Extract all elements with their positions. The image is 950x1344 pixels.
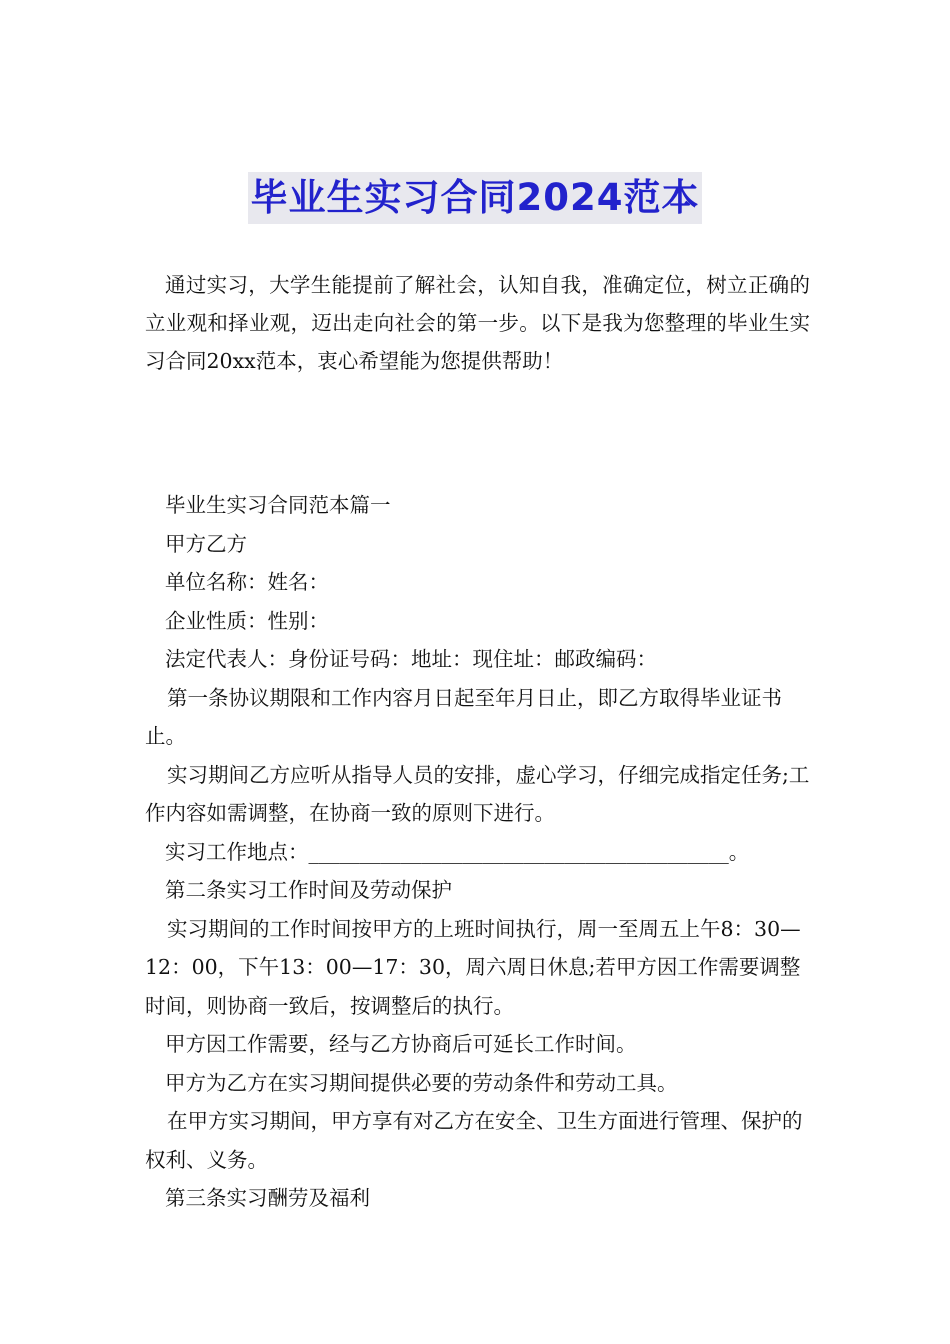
document-title: 毕业生实习合同2024范本 — [248, 172, 703, 224]
article2-paragraph-3: 甲方为乙方在实习期间提供必要的劳动条件和劳动工具。 — [165, 1070, 678, 1095]
article2-paragraph-1: 实习期间的工作时间按甲方的上班时间执行，周一至周五上午8：30—12：00，下午13：00—17：30，周六周日休息;若甲方因工作需要调整时间，则协商一致后，按调整后的执行。 — [145, 916, 801, 1018]
article1-paragraph-1: 第一条协议期限和工作内容月日起至年月日止，即乙方取得毕业证书止。 — [145, 685, 782, 748]
article2-title: 第二条实习工作时间及劳动保护 — [165, 878, 452, 902]
section-title: 毕业生实习合同范本篇一 — [165, 493, 391, 517]
field-line-enterprise-type: 企业性质：性别： — [165, 608, 329, 633]
article2-paragraph-2: 甲方因工作需要，经与乙方协商后可延长工作时间。 — [165, 1032, 637, 1056]
intro-paragraph: 通过实习，大学生能提前了解社会，认知自我，准确定位，树立正确的立业观和择业观，迈出走向社会的第一步。以下是我为您整理的毕业生实习合同20xx范本，衷心希望能为您提供帮助！ — [145, 273, 810, 373]
contract-body — [145, 486, 810, 1218]
party-line: 甲方乙方 — [165, 531, 247, 556]
article3-title: 第三条实习酬劳及福利 — [165, 1186, 370, 1210]
work-location-line: 实习工作地点：_________________________________________。 — [165, 839, 750, 864]
field-line-unit-name: 单位名称：姓名： — [165, 570, 329, 594]
title-container — [0, 172, 950, 224]
article1-paragraph-2: 实习期间乙方应听从指导人员的安排，虚心学习，仔细完成指定任务;工作内容如需调整，在协商一致的原则下进行。 — [145, 762, 810, 825]
field-line-legal-rep: 法定代表人：身份证号码：地址：现住址：邮政编码： — [165, 647, 657, 671]
article2-paragraph-4: 在甲方实习期间，甲方享有对乙方在安全、卫生方面进行管理、保护的权利、义务。 — [145, 1109, 803, 1172]
